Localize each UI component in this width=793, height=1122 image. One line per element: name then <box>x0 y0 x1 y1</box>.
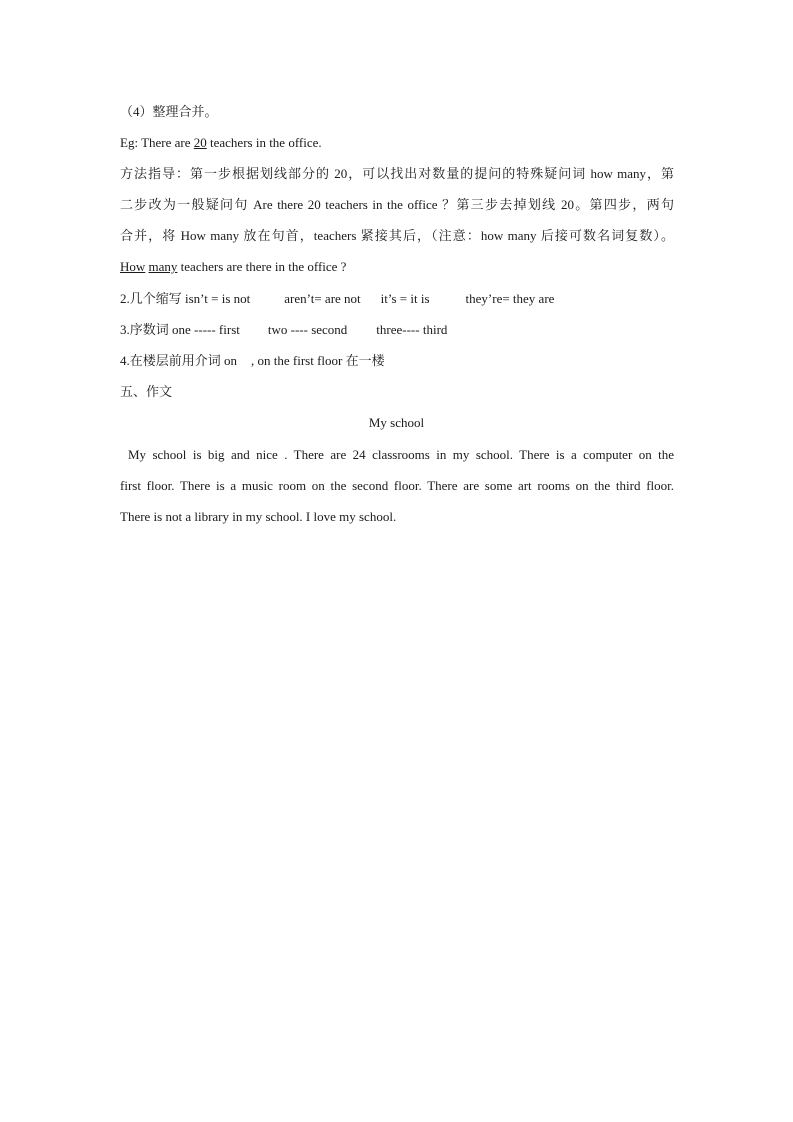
method-line-2: 二步改为一般疑问句 Are there 20 teachers in the office ？第三步去掉划线 20。第四步，两句 <box>120 197 674 212</box>
example-suffix: teachers in the office. <box>206 135 322 150</box>
floors-line <box>120 352 385 370</box>
composition-line-1: My school is big and nice . There are 24 classrooms in my school. There is a computer on the <box>128 447 674 462</box>
method-line-3: 合并，将 How many 放在句首，teachers 紧接其后，（注意：how many 后接可数名词复数）。 <box>120 228 674 243</box>
ordinal-item: one ----- first <box>172 322 240 337</box>
method-line-1: 方法指导：第一步根据划线部分的 20，可以找出对数量的提问的特殊疑问词 how many，第 <box>120 166 674 181</box>
contraction-item: they’re= they are <box>465 291 555 306</box>
ordinal-item: three---- third <box>376 322 448 337</box>
contractions-label: 2.几个缩写 <box>120 291 186 306</box>
example-sentence <box>120 134 322 152</box>
composition-title: My school <box>368 415 425 430</box>
answer-rest: teachers are there in the office ? <box>177 259 347 274</box>
contractions-line <box>120 290 554 308</box>
answer-many: many <box>148 259 178 274</box>
composition-heading: 五、作文 <box>120 384 173 399</box>
floors-label: 4.在楼层前用介词 on <box>120 353 238 368</box>
contraction-item: it’s = it is <box>380 291 430 306</box>
ordinal-item: two ---- second <box>267 322 348 337</box>
example-underlined-number: 20 <box>193 135 207 150</box>
ordinals-line <box>120 321 447 339</box>
contraction-item: isn’t = is not <box>185 291 251 306</box>
floors-rest: , on the first floor 在一楼 <box>251 353 385 368</box>
example-prefix: Eg: There are <box>120 135 194 150</box>
composition-line-3: There is not a library in my school. I love my school. <box>120 509 397 524</box>
answer-how: How <box>120 259 146 274</box>
answer-sentence <box>120 258 346 276</box>
step4-heading: （4）整理合并。 <box>120 104 218 119</box>
ordinals-label: 3.序数词 <box>120 322 173 337</box>
composition-line-2: first floor. There is a music room on the second floor. There are some art rooms on the third floor. <box>120 478 674 493</box>
contraction-item: aren’t= are not <box>284 291 361 306</box>
